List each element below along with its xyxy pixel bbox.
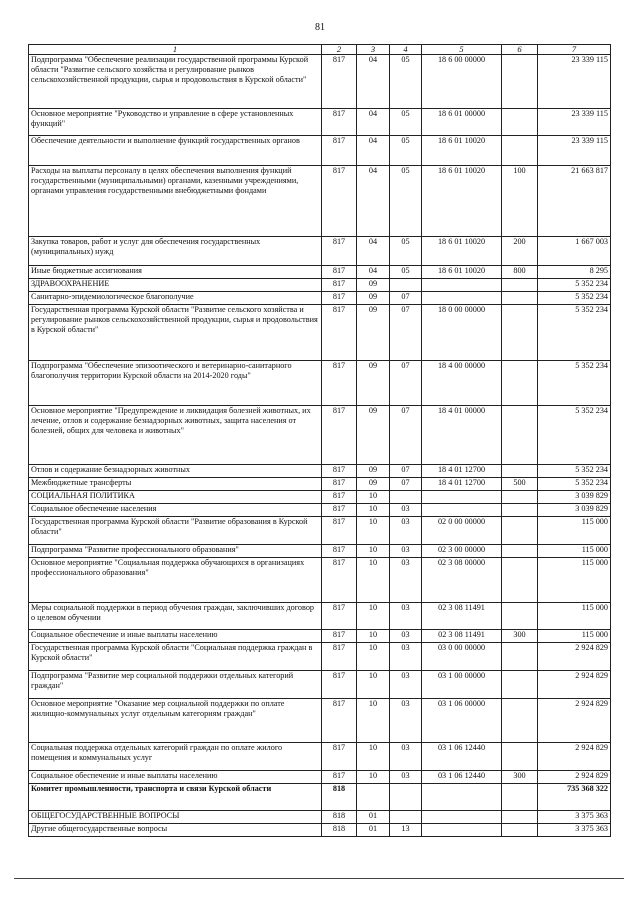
row-subsection-cell: 05 xyxy=(390,109,422,136)
row-amount-cell: 5 352 234 xyxy=(538,406,611,465)
row-section-cell: 04 xyxy=(357,55,390,109)
row-subsection-cell xyxy=(390,784,422,811)
row-amount-cell: 2 924 829 xyxy=(538,643,611,671)
row-section-cell: 10 xyxy=(357,517,390,545)
row-expense-type-cell xyxy=(502,603,538,630)
table-row xyxy=(29,237,611,266)
row-target-article-cell: 18 6 01 10020 xyxy=(422,266,502,279)
row-ved-cell: 817 xyxy=(322,671,357,699)
row-target-article-cell xyxy=(422,491,502,504)
table-row xyxy=(29,545,611,558)
row-ved-cell: 817 xyxy=(322,699,357,743)
row-section-cell: 10 xyxy=(357,771,390,784)
row-subsection-cell: 05 xyxy=(390,55,422,109)
row-expense-type-cell xyxy=(502,643,538,671)
table-row xyxy=(29,491,611,504)
table-row xyxy=(29,558,611,603)
row-target-article-cell: 03 1 06 00000 xyxy=(422,699,502,743)
header-row xyxy=(29,45,611,55)
row-target-article-cell: 18 6 01 10020 xyxy=(422,166,502,237)
row-section-cell: 04 xyxy=(357,266,390,279)
row-ved-cell: 817 xyxy=(322,305,357,361)
row-name-cell: Закупка товаров, работ и услуг для обеспечения государственных (муниципальных) нужд xyxy=(29,237,322,266)
row-subsection-cell: 07 xyxy=(390,406,422,465)
row-name-cell: Другие общегосударственные вопросы xyxy=(29,824,322,837)
row-name-cell: Комитет промышленности, транспорта и связи Курской области xyxy=(29,784,322,811)
row-section-cell: 04 xyxy=(357,237,390,266)
header-cell: 1 xyxy=(29,45,322,55)
table-row xyxy=(29,478,611,491)
row-subsection-cell: 03 xyxy=(390,545,422,558)
row-section-cell: 10 xyxy=(357,545,390,558)
row-amount-cell: 3 375 363 xyxy=(538,811,611,824)
row-subsection-cell xyxy=(390,811,422,824)
row-expense-type-cell xyxy=(502,517,538,545)
table-row xyxy=(29,361,611,406)
row-section-cell: 04 xyxy=(357,109,390,136)
row-section-cell: 10 xyxy=(357,630,390,643)
row-section-cell: 09 xyxy=(357,478,390,491)
row-ved-cell: 817 xyxy=(322,136,357,166)
row-name-cell: Подпрограмма "Обеспечение эпизоотического и ветеринарно-санитарного благополучия территории Курской области на 2014-2020 годы" xyxy=(29,361,322,406)
table-row xyxy=(29,643,611,671)
row-subsection-cell: 05 xyxy=(390,166,422,237)
row-section-cell: 10 xyxy=(357,558,390,603)
row-section-cell: 01 xyxy=(357,824,390,837)
table-row xyxy=(29,824,611,837)
row-target-article-cell: 18 6 01 10020 xyxy=(422,136,502,166)
row-name-cell: Основное мероприятие "Социальная поддержка обучающихся в организациях профессионального образования" xyxy=(29,558,322,603)
row-name-cell: СОЦИАЛЬНАЯ ПОЛИТИКА xyxy=(29,491,322,504)
table-row xyxy=(29,136,611,166)
row-subsection-cell: 07 xyxy=(390,465,422,478)
row-ved-cell: 817 xyxy=(322,603,357,630)
row-target-article-cell: 18 6 00 00000 xyxy=(422,55,502,109)
row-target-article-cell: 02 3 00 00000 xyxy=(422,545,502,558)
row-section-cell: 09 xyxy=(357,279,390,292)
row-subsection-cell: 03 xyxy=(390,517,422,545)
table-row xyxy=(29,305,611,361)
row-amount-cell: 5 352 234 xyxy=(538,361,611,406)
row-amount-cell: 2 924 829 xyxy=(538,771,611,784)
row-section-cell: 10 xyxy=(357,603,390,630)
row-name-cell: Основное мероприятие "Оказание мер социальной поддержки по оплате жилищно-коммунальных услуг отдельным категориям граждан" xyxy=(29,699,322,743)
row-amount-cell: 5 352 234 xyxy=(538,465,611,478)
table-row xyxy=(29,504,611,517)
row-target-article-cell: 02 0 00 00000 xyxy=(422,517,502,545)
row-expense-type-cell xyxy=(502,55,538,109)
table-row xyxy=(29,166,611,237)
page-bottom-rule xyxy=(14,878,624,879)
row-target-article-cell xyxy=(422,292,502,305)
row-expense-type-cell: 500 xyxy=(502,478,538,491)
table-row xyxy=(29,517,611,545)
row-section-cell: 09 xyxy=(357,361,390,406)
table-row xyxy=(29,465,611,478)
row-expense-type-cell xyxy=(502,671,538,699)
row-name-cell: Государственная программа Курской области "Социальная поддержка граждан в Курской области" xyxy=(29,643,322,671)
row-expense-type-cell xyxy=(502,465,538,478)
row-subsection-cell: 05 xyxy=(390,136,422,166)
row-subsection-cell: 03 xyxy=(390,603,422,630)
row-section-cell: 04 xyxy=(357,136,390,166)
row-target-article-cell xyxy=(422,504,502,517)
row-ved-cell: 817 xyxy=(322,406,357,465)
budget-table xyxy=(28,44,611,837)
row-target-article-cell: 18 4 01 12700 xyxy=(422,478,502,491)
row-section-cell: 10 xyxy=(357,504,390,517)
row-amount-cell: 3 375 363 xyxy=(538,824,611,837)
row-subsection-cell: 05 xyxy=(390,237,422,266)
row-ved-cell: 818 xyxy=(322,811,357,824)
row-name-cell: Иные бюджетные ассигнования xyxy=(29,266,322,279)
row-subsection-cell: 13 xyxy=(390,824,422,837)
row-ved-cell: 817 xyxy=(322,643,357,671)
row-ved-cell: 817 xyxy=(322,743,357,771)
row-expense-type-cell xyxy=(502,361,538,406)
row-name-cell: ОБЩЕГОСУДАРСТВЕННЫЕ ВОПРОСЫ xyxy=(29,811,322,824)
row-target-article-cell: 18 4 01 00000 xyxy=(422,406,502,465)
row-amount-cell: 3 039 829 xyxy=(538,491,611,504)
row-name-cell: Подпрограмма "Развитие мер социальной поддержки отдельных категорий граждан" xyxy=(29,671,322,699)
header-cell: 5 xyxy=(422,45,502,55)
row-subsection-cell: 03 xyxy=(390,743,422,771)
row-expense-type-cell xyxy=(502,699,538,743)
row-expense-type-cell xyxy=(502,784,538,811)
row-amount-cell: 5 352 234 xyxy=(538,305,611,361)
row-target-article-cell: 18 0 00 00000 xyxy=(422,305,502,361)
row-amount-cell: 115 000 xyxy=(538,558,611,603)
row-amount-cell: 115 000 xyxy=(538,517,611,545)
header-cell: 2 xyxy=(322,45,357,55)
header-cell: 6 xyxy=(502,45,538,55)
row-target-article-cell xyxy=(422,279,502,292)
row-ved-cell: 818 xyxy=(322,824,357,837)
row-name-cell: Социальное обеспечение и иные выплаты населению xyxy=(29,771,322,784)
row-subsection-cell: 07 xyxy=(390,292,422,305)
row-name-cell: ЗДРАВООХРАНЕНИЕ xyxy=(29,279,322,292)
row-subsection-cell: 03 xyxy=(390,630,422,643)
row-amount-cell: 5 352 234 xyxy=(538,292,611,305)
row-name-cell: Межбюджетные трансферты xyxy=(29,478,322,491)
table-row xyxy=(29,771,611,784)
row-ved-cell: 817 xyxy=(322,630,357,643)
page-number: 81 xyxy=(315,22,325,33)
row-expense-type-cell xyxy=(502,491,538,504)
table-row xyxy=(29,811,611,824)
row-name-cell: Государственная программа Курской области "Развитие сельского хозяйства и регулирование рынков сельскохозяйственной продукции, сырья и продовольствия в Курской области" xyxy=(29,305,322,361)
row-ved-cell: 817 xyxy=(322,266,357,279)
row-target-article-cell: 02 3 08 00000 xyxy=(422,558,502,603)
header-cell: 3 xyxy=(357,45,390,55)
row-amount-cell: 23 339 115 xyxy=(538,136,611,166)
row-section-cell xyxy=(357,784,390,811)
row-target-article-cell: 03 1 00 00000 xyxy=(422,671,502,699)
row-expense-type-cell xyxy=(502,406,538,465)
row-expense-type-cell: 200 xyxy=(502,237,538,266)
row-name-cell: Основное мероприятие "Предупреждение и ликвидация болезней животных, их лечение, отлов и содержание безнадзорных животных, защита населения от болезней, общих для человека и животных" xyxy=(29,406,322,465)
row-amount-cell: 115 000 xyxy=(538,545,611,558)
row-target-article-cell xyxy=(422,784,502,811)
row-name-cell: Отлов и содержание безнадзорных животных xyxy=(29,465,322,478)
row-name-cell: Подпрограмма "Обеспечение реализации государственной программы Курской области "Развитие сельского хозяйства и регулирование рынков сельскохозяйственной продукции, сырья и продовольствия в Курской области" xyxy=(29,55,322,109)
row-subsection-cell: 03 xyxy=(390,643,422,671)
row-amount-cell: 3 039 829 xyxy=(538,504,611,517)
row-ved-cell: 817 xyxy=(322,361,357,406)
row-expense-type-cell xyxy=(502,305,538,361)
row-amount-cell: 2 924 829 xyxy=(538,671,611,699)
row-amount-cell: 21 663 817 xyxy=(538,166,611,237)
row-expense-type-cell xyxy=(502,109,538,136)
row-section-cell: 10 xyxy=(357,671,390,699)
row-subsection-cell: 05 xyxy=(390,266,422,279)
row-name-cell: Социальное обеспечение и иные выплаты населению xyxy=(29,630,322,643)
row-subsection-cell: 03 xyxy=(390,699,422,743)
row-section-cell: 10 xyxy=(357,643,390,671)
row-ved-cell: 817 xyxy=(322,237,357,266)
row-amount-cell: 5 352 234 xyxy=(538,279,611,292)
row-amount-cell: 735 368 322 xyxy=(538,784,611,811)
row-ved-cell: 817 xyxy=(322,478,357,491)
row-target-article-cell: 18 6 01 00000 xyxy=(422,109,502,136)
row-subsection-cell: 07 xyxy=(390,361,422,406)
row-target-article-cell: 03 0 00 00000 xyxy=(422,643,502,671)
row-name-cell: Санитарно-эпидемиологическое благополучие xyxy=(29,292,322,305)
row-section-cell: 04 xyxy=(357,166,390,237)
row-section-cell: 01 xyxy=(357,811,390,824)
table-row xyxy=(29,630,611,643)
row-expense-type-cell xyxy=(502,743,538,771)
table-row xyxy=(29,279,611,292)
row-amount-cell: 23 339 115 xyxy=(538,109,611,136)
row-expense-type-cell xyxy=(502,136,538,166)
row-expense-type-cell xyxy=(502,811,538,824)
row-ved-cell: 817 xyxy=(322,771,357,784)
row-expense-type-cell xyxy=(502,558,538,603)
row-ved-cell: 818 xyxy=(322,784,357,811)
table-body xyxy=(29,45,611,837)
table-row xyxy=(29,266,611,279)
table-row xyxy=(29,699,611,743)
row-target-article-cell: 18 4 01 12700 xyxy=(422,465,502,478)
row-expense-type-cell: 300 xyxy=(502,630,538,643)
row-ved-cell: 817 xyxy=(322,279,357,292)
row-amount-cell: 115 000 xyxy=(538,603,611,630)
row-target-article-cell: 18 6 01 10020 xyxy=(422,237,502,266)
row-target-article-cell: 03 1 06 12440 xyxy=(422,771,502,784)
row-target-article-cell: 03 1 06 12440 xyxy=(422,743,502,771)
row-subsection-cell: 03 xyxy=(390,771,422,784)
row-ved-cell: 817 xyxy=(322,292,357,305)
row-section-cell: 10 xyxy=(357,699,390,743)
row-name-cell: Обеспечение деятельности и выполнение функций государственных органов xyxy=(29,136,322,166)
row-amount-cell: 2 924 829 xyxy=(538,743,611,771)
row-expense-type-cell: 300 xyxy=(502,771,538,784)
row-name-cell: Основное мероприятие "Руководство и управление в сфере установленных функций" xyxy=(29,109,322,136)
row-target-article-cell: 02 3 08 11491 xyxy=(422,630,502,643)
row-target-article-cell xyxy=(422,824,502,837)
row-section-cell: 09 xyxy=(357,292,390,305)
row-expense-type-cell: 800 xyxy=(502,266,538,279)
header-cell: 4 xyxy=(390,45,422,55)
row-subsection-cell: 07 xyxy=(390,305,422,361)
row-section-cell: 09 xyxy=(357,465,390,478)
row-ved-cell: 817 xyxy=(322,166,357,237)
table-row xyxy=(29,743,611,771)
row-amount-cell: 8 295 xyxy=(538,266,611,279)
row-ved-cell: 817 xyxy=(322,504,357,517)
row-target-article-cell: 18 4 00 00000 xyxy=(422,361,502,406)
row-expense-type-cell xyxy=(502,279,538,292)
row-subsection-cell: 03 xyxy=(390,504,422,517)
row-name-cell: Меры социальной поддержки в период обучения граждан, заключивших договор о целевом обучении xyxy=(29,603,322,630)
row-section-cell: 10 xyxy=(357,743,390,771)
row-ved-cell: 817 xyxy=(322,545,357,558)
table-row xyxy=(29,784,611,811)
row-expense-type-cell xyxy=(502,545,538,558)
table-row xyxy=(29,406,611,465)
row-section-cell: 09 xyxy=(357,406,390,465)
row-expense-type-cell xyxy=(502,292,538,305)
table-row xyxy=(29,671,611,699)
row-target-article-cell: 02 3 08 11491 xyxy=(422,603,502,630)
row-amount-cell: 115 000 xyxy=(538,630,611,643)
row-subsection-cell xyxy=(390,491,422,504)
table-row xyxy=(29,55,611,109)
row-expense-type-cell xyxy=(502,504,538,517)
row-section-cell: 10 xyxy=(357,491,390,504)
row-amount-cell: 2 924 829 xyxy=(538,699,611,743)
row-expense-type-cell: 100 xyxy=(502,166,538,237)
row-amount-cell: 1 667 003 xyxy=(538,237,611,266)
row-section-cell: 09 xyxy=(357,305,390,361)
row-ved-cell: 817 xyxy=(322,465,357,478)
row-ved-cell: 817 xyxy=(322,109,357,136)
row-name-cell: Подпрограмма "Развитие профессионального образования" xyxy=(29,545,322,558)
table-row xyxy=(29,292,611,305)
row-subsection-cell xyxy=(390,279,422,292)
row-target-article-cell xyxy=(422,811,502,824)
row-name-cell: Социальное обеспечение населения xyxy=(29,504,322,517)
row-name-cell: Государственная программа Курской области "Развитие образования в Курской области" xyxy=(29,517,322,545)
row-ved-cell: 817 xyxy=(322,558,357,603)
row-ved-cell: 817 xyxy=(322,517,357,545)
row-expense-type-cell xyxy=(502,824,538,837)
table-row xyxy=(29,603,611,630)
row-amount-cell: 23 339 115 xyxy=(538,55,611,109)
row-amount-cell: 5 352 234 xyxy=(538,478,611,491)
row-subsection-cell: 07 xyxy=(390,478,422,491)
header-cell: 7 xyxy=(538,45,611,55)
table-row xyxy=(29,109,611,136)
row-name-cell: Социальная поддержка отдельных категорий граждан по оплате жилого помещения и коммунальных услуг xyxy=(29,743,322,771)
row-subsection-cell: 03 xyxy=(390,671,422,699)
row-ved-cell: 817 xyxy=(322,491,357,504)
row-ved-cell: 817 xyxy=(322,55,357,109)
row-name-cell: Расходы на выплаты персоналу в целях обеспечения выполнения функций государственными (муниципальными) органами, казенными учреждениями, органами управления государственными внебюджетными фондами xyxy=(29,166,322,237)
row-subsection-cell: 03 xyxy=(390,558,422,603)
